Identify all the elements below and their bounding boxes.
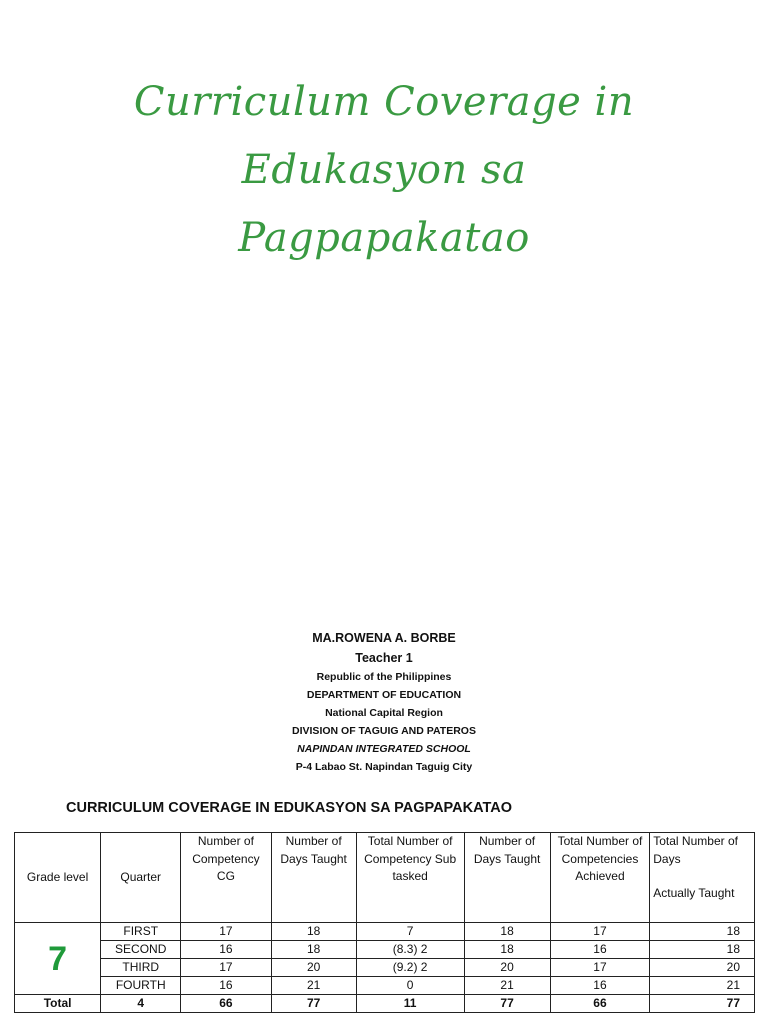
table-header-row	[15, 833, 755, 923]
republic-line: Republic of the Philippines	[316, 671, 452, 683]
cell: 21	[650, 977, 755, 995]
cell: 21	[464, 977, 550, 995]
author-name: MA.ROWENA A. BORBE	[312, 631, 456, 645]
school-address: P-4 Labao St. Napindan Taguig City	[295, 761, 473, 773]
header-grade-level: Grade level	[15, 833, 101, 923]
header-competencies-achieved: Total Number of Competencies Achieved	[550, 833, 650, 923]
table-row	[15, 959, 755, 977]
cell: 0	[356, 977, 464, 995]
title-line-3: Pagpapakatao	[238, 215, 530, 261]
cell: 17	[550, 923, 650, 941]
title-line-2: Edukasyon sa	[241, 147, 527, 193]
cell: 21	[271, 977, 356, 995]
cell: 17	[550, 959, 650, 977]
cell: 18	[271, 923, 356, 941]
cell: 17	[181, 959, 271, 977]
total-row	[15, 995, 755, 1013]
grade-cell	[15, 923, 101, 995]
total-cell: 77	[464, 995, 550, 1013]
header-quarter: Quarter	[101, 833, 181, 923]
quarter-cell: SECOND	[101, 941, 181, 959]
header-total-days-actually-taught	[650, 833, 755, 923]
cell: 20	[271, 959, 356, 977]
author-position: Teacher 1	[355, 651, 413, 665]
cell: 20	[650, 959, 755, 977]
total-cell: 77	[650, 995, 755, 1013]
header-days-taught-1: Number of Days Taught	[271, 833, 356, 923]
grade-number: 7	[48, 939, 68, 978]
cell: 18	[650, 923, 755, 941]
region-line: National Capital Region	[325, 707, 443, 719]
cell: (9.2) 2	[356, 959, 464, 977]
cell: 7	[356, 923, 464, 941]
cell: 16	[181, 977, 271, 995]
cell: 20	[464, 959, 550, 977]
total-cell: 66	[181, 995, 271, 1013]
quarter-cell: FOURTH	[101, 977, 181, 995]
department-line: DEPARTMENT OF EDUCATION	[306, 689, 462, 701]
title-line-1: Curriculum Coverage in	[133, 79, 635, 125]
total-label: Total	[15, 995, 101, 1013]
cell: 18	[464, 923, 550, 941]
cell: 16	[550, 977, 650, 995]
coverage-table	[14, 832, 755, 1013]
quarter-cell: THIRD	[101, 959, 181, 977]
cell: 16	[550, 941, 650, 959]
document-title	[0, 68, 768, 272]
quarter-cell: FIRST	[101, 923, 181, 941]
header-competency-subtasked: Total Number of Competency Sub tasked	[356, 833, 464, 923]
author-block	[0, 628, 768, 776]
division-line: DIVISION OF TAGUIG AND PATEROS	[292, 725, 476, 737]
table-row	[15, 977, 755, 995]
cell: 16	[181, 941, 271, 959]
cell: 18	[464, 941, 550, 959]
school-name: NAPINDAN INTEGRATED SCHOOL	[297, 743, 471, 755]
header-actually-taught-line: Actually Taught	[653, 886, 735, 900]
cell: 17	[181, 923, 271, 941]
cell: (8.3) 2	[356, 941, 464, 959]
header-days-taught-2: Number of Days Taught	[464, 833, 550, 923]
cell: 18	[650, 941, 755, 959]
total-cell: 11	[356, 995, 464, 1013]
table-row	[15, 923, 755, 941]
table-row	[15, 941, 755, 959]
total-cell: 66	[550, 995, 650, 1013]
cell: 18	[271, 941, 356, 959]
header-total-days-line: Total Number of Days	[653, 834, 738, 866]
table-heading: CURRICULUM COVERAGE IN EDUKASYON SA PAGPAPAKATAO	[66, 800, 513, 816]
total-cell: 77	[271, 995, 356, 1013]
header-spacer	[653, 868, 751, 885]
total-cell: 4	[101, 995, 181, 1013]
header-competency-cg: Number of Competency CG	[181, 833, 271, 923]
